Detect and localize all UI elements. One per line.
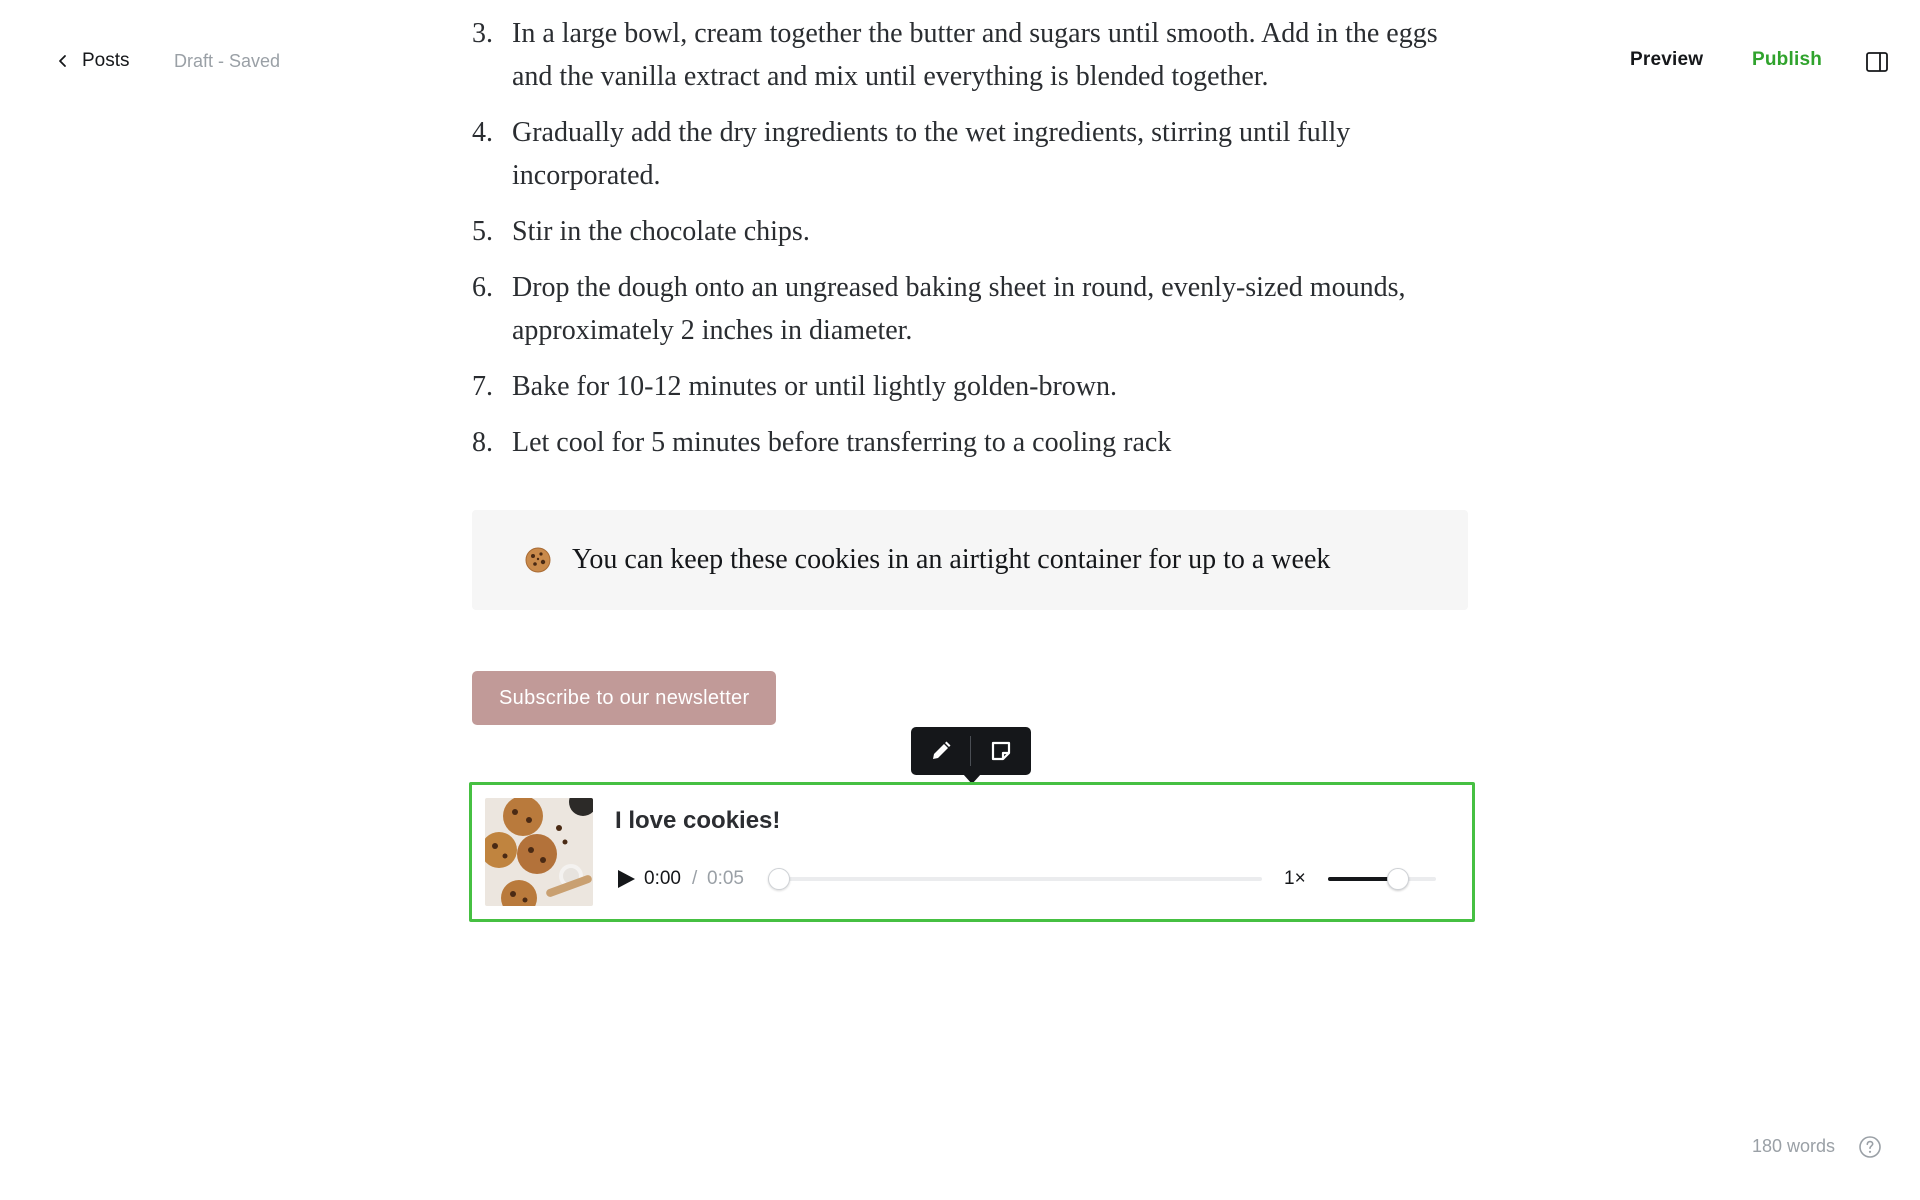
preview-button[interactable]: Preview bbox=[1630, 49, 1704, 70]
cookie-icon bbox=[524, 546, 552, 574]
list-item[interactable] bbox=[472, 266, 1472, 352]
callout-text[interactable]: You can keep these cookies in an airtight container for up to a week bbox=[572, 544, 1331, 575]
back-to-posts-link[interactable] bbox=[56, 50, 130, 72]
edit-card-button[interactable] bbox=[911, 727, 970, 775]
time-separator: / bbox=[692, 868, 698, 889]
step-text[interactable]: Let cool for 5 minutes before transferring to a cooling rack bbox=[512, 427, 1172, 458]
volume-handle[interactable] bbox=[1387, 868, 1409, 890]
step-number: 6. bbox=[472, 272, 493, 303]
audio-title[interactable]: I love cookies! bbox=[615, 807, 781, 834]
save-snippet-button[interactable] bbox=[971, 727, 1030, 775]
publish-button[interactable]: Publish bbox=[1752, 49, 1823, 70]
step-number: 8. bbox=[472, 427, 493, 458]
audio-seek-slider[interactable] bbox=[768, 867, 1262, 891]
list-item[interactable] bbox=[472, 111, 1472, 197]
step-text[interactable]: In a large bowl, cream together the butter and sugars until smooth. Add in the eggs and the vanilla extract and mix until everything is blended together. bbox=[512, 18, 1438, 92]
step-text[interactable]: Drop the dough onto an ungreased baking sheet in round, evenly-sized mounds, approximately 2 inches in diameter. bbox=[512, 272, 1406, 346]
pencil-icon bbox=[930, 740, 952, 762]
chevron-left-icon bbox=[56, 54, 70, 68]
list-item[interactable] bbox=[472, 421, 1472, 464]
recipe-steps-list[interactable] bbox=[472, 12, 1472, 477]
snippet-icon bbox=[990, 740, 1012, 762]
seek-track bbox=[768, 877, 1262, 881]
back-label: Posts bbox=[82, 50, 130, 71]
draft-status: Draft - Saved bbox=[174, 51, 281, 71]
step-number: 3. bbox=[472, 18, 493, 49]
help-circle-icon[interactable] bbox=[1858, 1135, 1882, 1159]
playback-speed-button[interactable]: 1× bbox=[1284, 868, 1306, 889]
step-number: 4. bbox=[472, 117, 493, 148]
step-text[interactable]: Bake for 10-12 minutes or until lightly golden-brown. bbox=[512, 371, 1118, 402]
word-count: 180 words bbox=[1752, 1136, 1836, 1156]
step-text[interactable]: Stir in the chocolate chips. bbox=[512, 216, 810, 247]
subscribe-newsletter-button[interactable]: Subscribe to our newsletter bbox=[472, 671, 776, 725]
step-number: 7. bbox=[472, 371, 493, 402]
volume-slider[interactable] bbox=[1328, 867, 1440, 891]
audio-duration: 0:05 bbox=[707, 868, 744, 889]
play-icon[interactable] bbox=[615, 868, 637, 890]
seek-handle[interactable] bbox=[768, 868, 790, 890]
audio-card[interactable] bbox=[469, 782, 1475, 922]
list-item[interactable] bbox=[472, 365, 1472, 408]
audio-thumbnail bbox=[485, 798, 593, 906]
callout-card[interactable] bbox=[472, 510, 1468, 610]
list-item[interactable] bbox=[472, 210, 1472, 253]
card-toolbar bbox=[911, 727, 1031, 775]
step-text[interactable]: Gradually add the dry ingredients to the wet ingredients, stirring until fully incorporated. bbox=[512, 117, 1351, 191]
sidebar-toggle-icon[interactable] bbox=[1866, 52, 1888, 72]
step-number: 5. bbox=[472, 216, 493, 247]
audio-current-time: 0:00 bbox=[644, 868, 681, 889]
list-item[interactable] bbox=[472, 12, 1472, 98]
cookies-photo-icon bbox=[485, 798, 593, 906]
